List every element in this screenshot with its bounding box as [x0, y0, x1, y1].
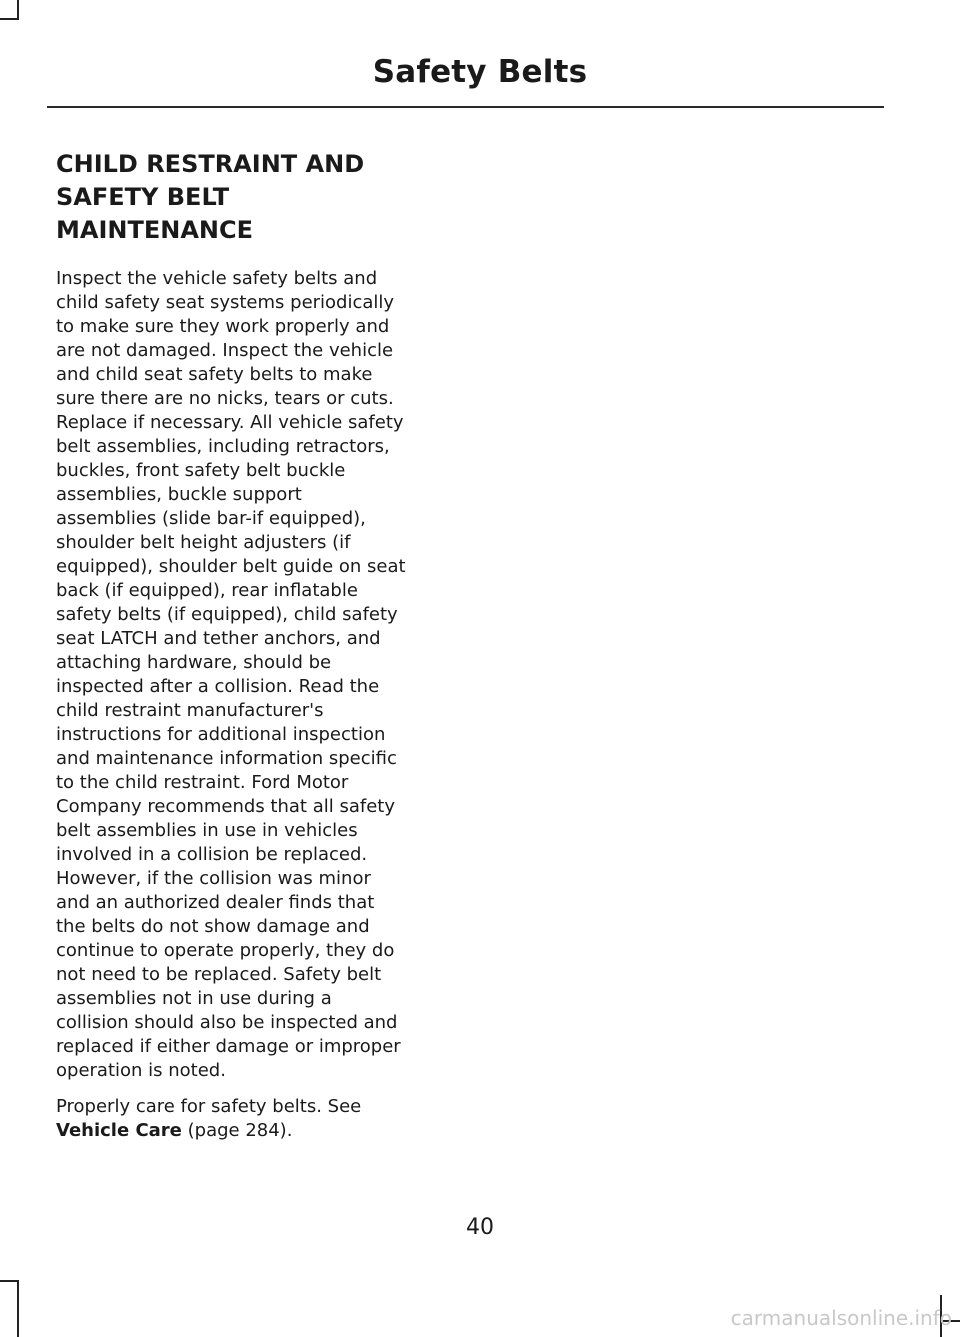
paragraph-line: belt assemblies in use in vehicles: [56, 820, 358, 841]
crop-mark-top-left-horizontal: [0, 18, 18, 20]
paragraph-line: shoulder belt height adjusters (if: [56, 532, 351, 553]
paragraph-line: continue to operate properly, they do: [56, 940, 395, 961]
paragraph-line: the belts do not show damage and: [56, 916, 370, 937]
paragraph-line: to make sure they work properly and: [56, 316, 390, 337]
paragraph-line: and child seat safety belts to make: [56, 364, 373, 385]
crop-mark-top-left-vertical: [17, 0, 19, 20]
care-paragraph-line: Properly care for safety belts. See: [56, 1096, 362, 1117]
paragraph-line: attaching hardware, should be: [56, 652, 332, 673]
page-header-title: Safety Belts: [372, 54, 588, 90]
paragraph-line: seat LATCH and tether anchors, and: [56, 628, 381, 649]
paragraph-line: Replace if necessary. All vehicle safety: [56, 412, 404, 433]
paragraph-line: replaced if either damage or improper: [56, 1036, 401, 1057]
paragraph-line: safety belts (if equipped), child safety: [56, 604, 398, 625]
watermark: carmanualsonline.info: [730, 1306, 952, 1330]
crop-mark-bottom-left-horizontal: [0, 1280, 18, 1282]
paragraph-line: instructions for additional inspection: [56, 724, 386, 745]
paragraph-line: child safety seat systems periodically: [56, 292, 395, 313]
paragraph-line: child restraint manufacturer's: [56, 700, 324, 721]
section-heading-line: SAFETY BELT: [56, 183, 230, 211]
care-paragraph: [56, 1095, 448, 1143]
paragraph-line: buckles, front safety belt buckle: [56, 460, 346, 481]
maintenance-paragraph: [56, 267, 448, 1083]
header-divider: [47, 106, 884, 108]
section-heading: [56, 148, 448, 247]
care-paragraph-reference: [56, 1119, 448, 1143]
paragraph-line: collision should also be inspected and: [56, 1012, 398, 1033]
paragraph-line: Company recommends that all safety: [56, 796, 395, 817]
paragraph-line: assemblies not in use during a: [56, 988, 332, 1009]
paragraph-line: involved in a collision be replaced.: [56, 844, 368, 865]
section-heading-line: MAINTENANCE: [56, 216, 253, 244]
paragraph-line: and maintenance information specific: [56, 748, 397, 769]
paragraph-line: assemblies (slide bar-if equipped),: [56, 508, 366, 529]
paragraph-line: sure there are no nicks, tears or cuts.: [56, 388, 394, 409]
crop-mark-bottom-left-vertical: [17, 1280, 19, 1337]
paragraph-line: assemblies, buckle support: [56, 484, 302, 505]
main-content: [56, 148, 448, 1143]
paragraph-line: to the child restraint. Ford Motor: [56, 772, 349, 793]
paragraph-line: are not damaged. Inspect the vehicle: [56, 340, 394, 361]
vehicle-care-link[interactable]: Vehicle Care: [56, 1120, 182, 1141]
paragraph-line: belt assemblies, including retractors,: [56, 436, 390, 457]
section-heading-line: CHILD RESTRAINT AND: [56, 150, 365, 178]
paragraph-line: equipped), shoulder belt guide on seat: [56, 556, 406, 577]
paragraph-line: not need to be replaced. Safety belt: [56, 964, 382, 985]
paragraph-line: back (if equipped), rear inflatable: [56, 580, 358, 601]
page-number: 40: [466, 1215, 494, 1240]
page-reference: (page 284).: [181, 1120, 293, 1141]
paragraph-line: and an authorized dealer finds that: [56, 892, 375, 913]
paragraph-line: inspected after a collision. Read the: [56, 676, 380, 697]
paragraph-line: operation is noted.: [56, 1060, 226, 1081]
paragraph-line: Inspect the vehicle safety belts and: [56, 268, 378, 289]
paragraph-line: However, if the collision was minor: [56, 868, 371, 889]
